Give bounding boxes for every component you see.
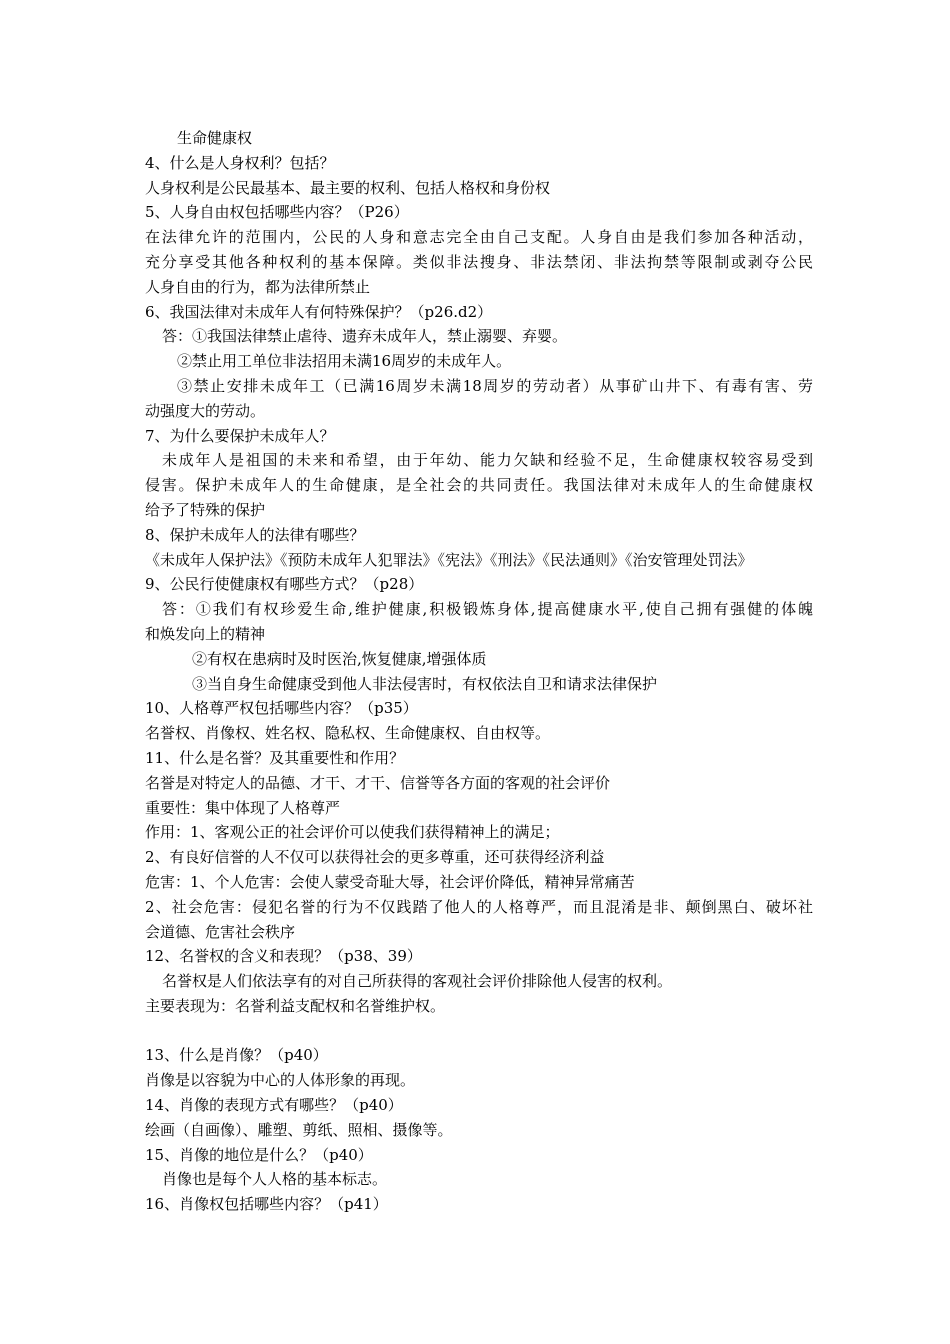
question-heading: 5、人身自由权包括哪些内容？（P26） bbox=[145, 203, 409, 222]
answer-line: 充分享受其他各种权利的基本保障。类似非法搜身、非法禁闭、非法拘禁等限制或剥夺公民 bbox=[145, 252, 813, 271]
answer-line: 动强度大的劳动。 bbox=[145, 401, 266, 420]
question-heading: 11、什么是名誉？及其重要性和作用？ bbox=[145, 748, 405, 767]
answer-line: 侵害。保护未成年人的生命健康，是全社会的共同责任。我国法律对未成年人的生命健康权 bbox=[145, 476, 813, 495]
answer-line: 作用：1、客观公正的社会评价可以使我们获得精神上的满足； bbox=[145, 823, 560, 842]
question-heading: 6、我国法律对未成年人有何特殊保护？（p26.d2） bbox=[145, 302, 493, 321]
answer-line: ②有权在患病时及时医治,恢复健康,增强体质 bbox=[192, 649, 487, 668]
answer-line: ③当自身生命健康受到他人非法侵害时，有权依法自卫和请求法律保护 bbox=[192, 674, 658, 693]
answer-line: 人身自由的行为，都为法律所禁止 bbox=[145, 277, 371, 296]
answer-line: 人身权利是公民最基本、最主要的权利、包括人格权和身份权 bbox=[145, 178, 551, 197]
answer-line: 未成年人是祖国的未来和希望，由于年幼、能力欠缺和经验不足，生命健康权较容易受到 bbox=[162, 451, 813, 470]
answer-line: 2、社会危害：侵犯名誉的行为不仅践踏了他人的人格尊严，而且混淆是非、颠倒黑白、破坏社 bbox=[145, 897, 813, 916]
question-heading: 7、为什么要保护未成年人？ bbox=[145, 426, 335, 445]
question-heading: 14、肖像的表现方式有哪些？（p40） bbox=[145, 1096, 403, 1115]
answer-line: 答：①我们有权珍爱生命,维护健康,积极锻炼身体,提高健康水平,使自己拥有强健的体魄 bbox=[162, 600, 813, 619]
answer-line: 危害：1、个人危害：会使人蒙受奇耻大辱，社会评价降低，精神异常痛苦 bbox=[145, 872, 635, 891]
question-heading: 8、保护未成年人的法律有哪些？ bbox=[145, 525, 365, 544]
answer-line: 名誉是对特定人的品德、才干、才干、信誉等各方面的客观的社会评价 bbox=[145, 773, 611, 792]
answer-line: 在法律允许的范围内，公民的人身和意志完全由自己支配。人身自由是我们参加各种活动， bbox=[145, 228, 813, 247]
answer-line: 2、有良好信誉的人不仅可以获得社会的更多尊重，还可获得经济利益 bbox=[145, 848, 605, 867]
blank-line bbox=[145, 1019, 813, 1044]
question-heading: 9、公民行使健康权有哪些方式？（p28） bbox=[145, 575, 424, 594]
answer-line: 会道德、危害社会秩序 bbox=[145, 922, 296, 941]
answer-line: 名誉权是人们依法享有的对自己所获得的客观社会评价排除他人侵害的权利。 bbox=[162, 972, 673, 991]
answer-line: 绘画（自画像）、雕塑、剪纸、照相、摄像等。 bbox=[145, 1120, 453, 1139]
question-heading: 13、什么是肖像？（p40） bbox=[145, 1046, 328, 1065]
answer-line: 主要表现为：名誉利益支配权和名誉维护权。 bbox=[145, 996, 446, 1015]
answer-line: 答：①我国法律禁止虐待、遗弃未成年人，禁止溺婴、弃婴。 bbox=[162, 327, 568, 346]
question-heading: 16、肖像权包括哪些内容？（p41） bbox=[145, 1195, 388, 1214]
answer-line: ③禁止安排未成年工（已满16周岁未满18周岁的劳动者）从事矿山井下、有毒有害、劳 bbox=[177, 376, 813, 395]
question-heading: 15、肖像的地位是什么？（p40） bbox=[145, 1145, 373, 1164]
question-heading: 12、名誉权的含义和表现？（p38、39） bbox=[145, 947, 422, 966]
answer-line: 名誉权、肖像权、姓名权、隐私权、生命健康权、自由权等。 bbox=[145, 724, 551, 743]
question-heading: 10、人格尊严权包括哪些内容？（p35） bbox=[145, 699, 418, 718]
answer-line: ②禁止用工单位非法招用未满16周岁的未成年人。 bbox=[177, 352, 512, 371]
text-line: 生命健康权 bbox=[177, 129, 253, 147]
answer-line: 给予了特殊的保护 bbox=[145, 500, 266, 519]
answer-line: 重要性：集中体现了人格尊严 bbox=[145, 798, 341, 817]
answer-line: 《未成年人保护法》《预防未成年人犯罪法》《宪法》《刑法》《民法通则》《治安管理处罚法》 bbox=[145, 550, 753, 569]
answer-line: 肖像也是每个人人格的基本标志。 bbox=[162, 1170, 388, 1189]
document-body bbox=[145, 126, 813, 1217]
question-heading: 4、什么是人身权利？包括？ bbox=[145, 153, 335, 172]
answer-line: 和焕发向上的精神 bbox=[145, 624, 266, 643]
answer-line: 肖像是以容貌为中心的人体形象的再现。 bbox=[145, 1071, 416, 1090]
